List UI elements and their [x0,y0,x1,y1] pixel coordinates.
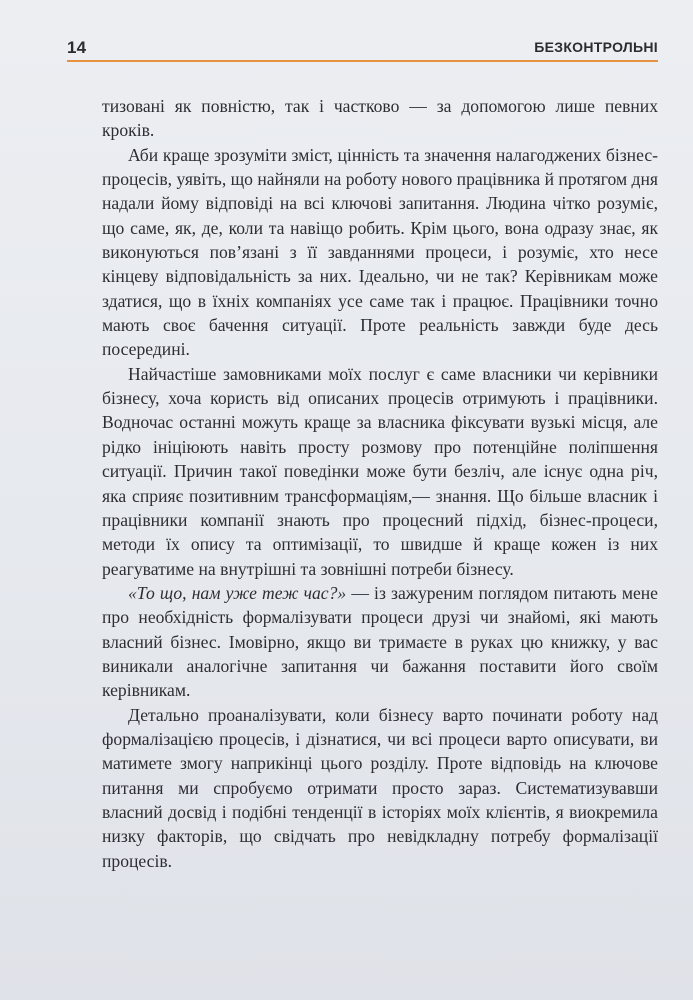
paragraph-2: Аби краще зрозуміти зміст, цінність та значення налагоджених бізнес-процесів, уявіть, що найняли на роботу нового працівника й протягом дня надали йому відповіді на всі ключові запитання. Людина чітко розуміє, що саме, як, де, коли та навіщо робить. Крім цього, вона одразу знає, як виконуються пов’язані з її завданнями процеси, і розуміє, хто несе кінцеву відповідальність за них. Ідеально, чи не так? Керівникам може здатися, що в їхніх компаніях усе саме так і працює. Працівники точно мають своє бачення ситуації. Проте реальність завжди буде десь посередині. [102,144,658,360]
body-text [102,94,658,873]
header-rule [67,60,658,62]
paragraph-4 [102,581,658,703]
paragraph-3: Найчастіше замовниками моїх послуг є саме власники чи керівники бізнесу, хоча користь від описаних процесів отримують і працівники. Водночас останні можуть краще за власника фіксувати вузькі місця, але рідко ініціюють навіть просту розмову про потенційне поліпшення ситуації. Причин такої поведінки може бути безліч, але існує одна річ, яка сприяє позитивним трансформаціям,— знання. Що більше власник і працівники компанії знають про процесний підхід, бізнес-процеси, методи їх опису та оптимізації, то швидше й краще кожен із них реагуватиме на внутрішні та зовнішні потреби бізнесу. [102,363,658,579]
paragraph-1: тизовані як повністю, так і частково — за допомогою лише певних кроків. [102,96,658,141]
page-number: 14 [67,38,87,57]
paragraph-4-text: — із зажуреним поглядом питають мене про необхідність формалізувати процеси друзі чи знайомі, які мають власний бізнес. Імовірно, якщо ви тримаєте в руках цю книжку, у вас виникали аналогічне запитання чи бажання поставити його своїм керівникам. [102,582,658,701]
quote-text: «То що, нам уже теж час?» [128,582,347,603]
paragraph-5: Детально проаналізувати, коли бізнесу варто починати роботу над формалізацією процесів, і дізнатися, чи всі процеси варто описувати, ви матимете змогу наприкінці цього розділу. Проте відповідь на ключове питання ми спробуємо отримати просто зараз. Систематизувавши власний досвід і подібні тенденції в історіях моїх клієнтів, я виокремила низку факторів, що свідчать про невідкладну потребу формалізації процесів. [102,704,658,871]
running-title: БЕЗКОНТРОЛЬНІ [534,39,658,55]
page-header [67,38,658,62]
